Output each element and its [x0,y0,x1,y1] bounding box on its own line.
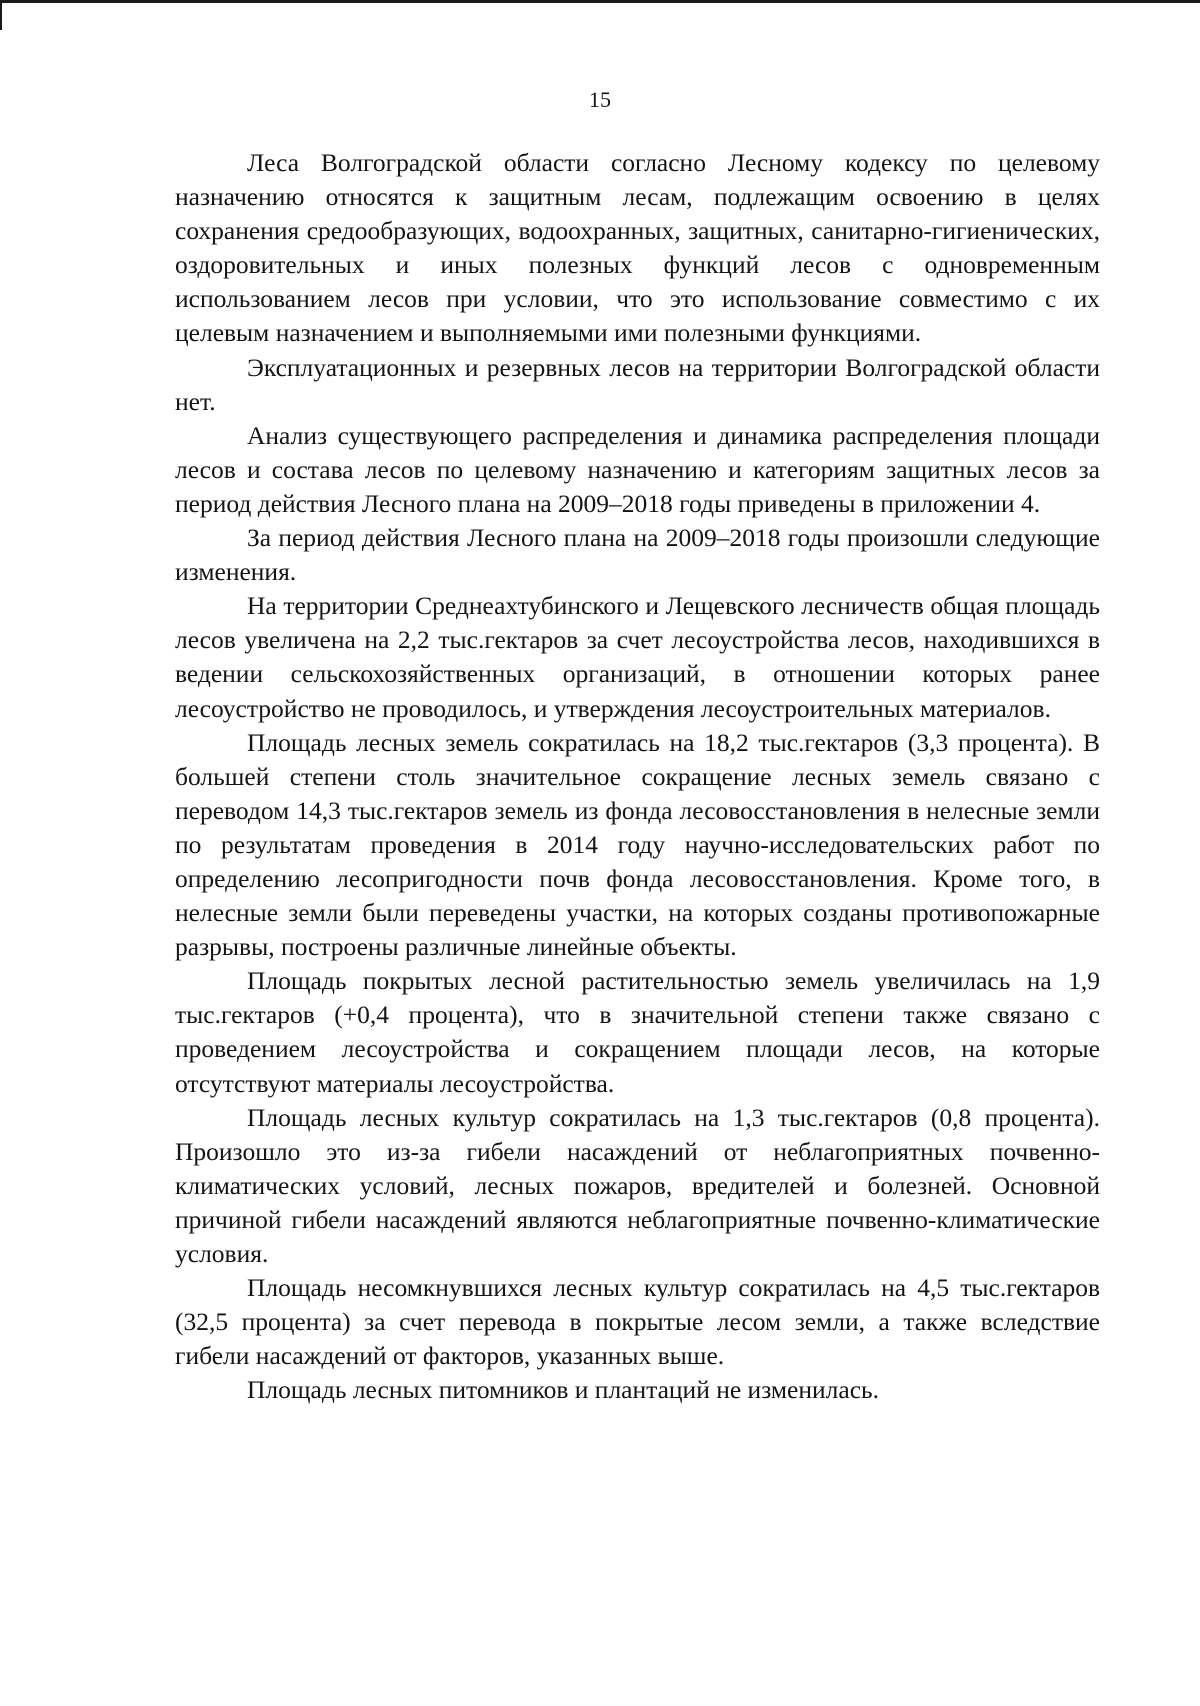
paragraph-unclosed-cultures-reduction: Площадь несомкнувшихся лесных культур сократилась на 4,5 тыс.гектаров (32,5 процента) за счет перевода в покрытые лесом земли, а также вследствие гибели насаждений от факторов, указанных выше. [175,1273,1100,1371]
paragraph-covered-land-increase: Площадь покрытых лесной растительностью земель увеличилась на 1,9 тыс.гектаров (+0,4 процента), что в значительной степени также связано с проведением лесоустройства и сокращением площади лесов, на которые отсутствуют материалы лесоустройства. [175,966,1100,1098]
paragraph-changes-intro: За период действия Лесного плана на 2009–2018 годы произошли следующие изменения. [175,523,1100,587]
scan-border-top [0,0,1200,3]
paragraph-forest-cultures-reduction: Площадь лесных культур сократилась на 1,3 тыс.гектаров (0,8 процента). Произошло это из-за гибели насаждений от неблагоприятных почвенно-климатических условий, лесных пожаров, вредителей и болезней. Основной причиной гибели насаждений являются неблагоприятные почвенно-климатические условия. [175,1102,1100,1268]
paragraph-forest-land-reduction: Площадь лесных земель сократилась на 18,2 тыс.гектаров (3,3 процента). В большей степени столь значительное сокращение лесных земель связано с переводом 14,3 тыс.гектаров земель из фонда лесовосстановления в нелесные земли по результатам проведения в 2014 году научно-исследовательских работ по определению лесопригодности почв фонда лесовосстановления. Кроме того, в нелесные земли были переведены участки, на которых созданы противопожарные разрывы, построены различные линейные объекты. [175,727,1100,962]
document-body [175,146,1100,1407]
paragraph-analysis-appendix: Анализ существующего распределения и динамика распределения площади лесов и состава лесов по целевому назначению и категориям защитных лесов за период действия Лесного плана на 2009–2018 годы приведены в приложении 4. [175,420,1100,518]
page-number: 15 [589,87,611,112]
scan-border-left [0,0,2,30]
paragraph-forest-purpose: Леса Волгоградской области согласно Лесному кодексу по целевому назначению относятся к защитным лесам, подлежащим освоению в целях сохранения средообразующих, водоохранных, защитных, санитарно-гигиенических, оздоровительных и иных полезных функций лесов с одновременным использованием лесов при условии, что это использование совместимо с их целевым назначением и выполняемыми ими полезными функциями. [175,148,1100,348]
paragraph-no-exploitation-forests: Эксплуатационных и резервных лесов на территории Волгоградской области нет. [175,352,1100,416]
paragraph-area-increase: На территории Среднеахтубинского и Лещевского лесничеств общая площадь лесов увеличена на 2,2 тыс.гектаров за счет лесоустройства лесов, находившихся в ведении сельскохозяйственных организаций, в отношении которых ранее лесоустройство не проводилось, и утверждения лесоустроительных материалов. [175,591,1100,723]
paragraph-nurseries-unchanged: Площадь лесных питомников и плантаций не изменилась. [247,1375,880,1405]
